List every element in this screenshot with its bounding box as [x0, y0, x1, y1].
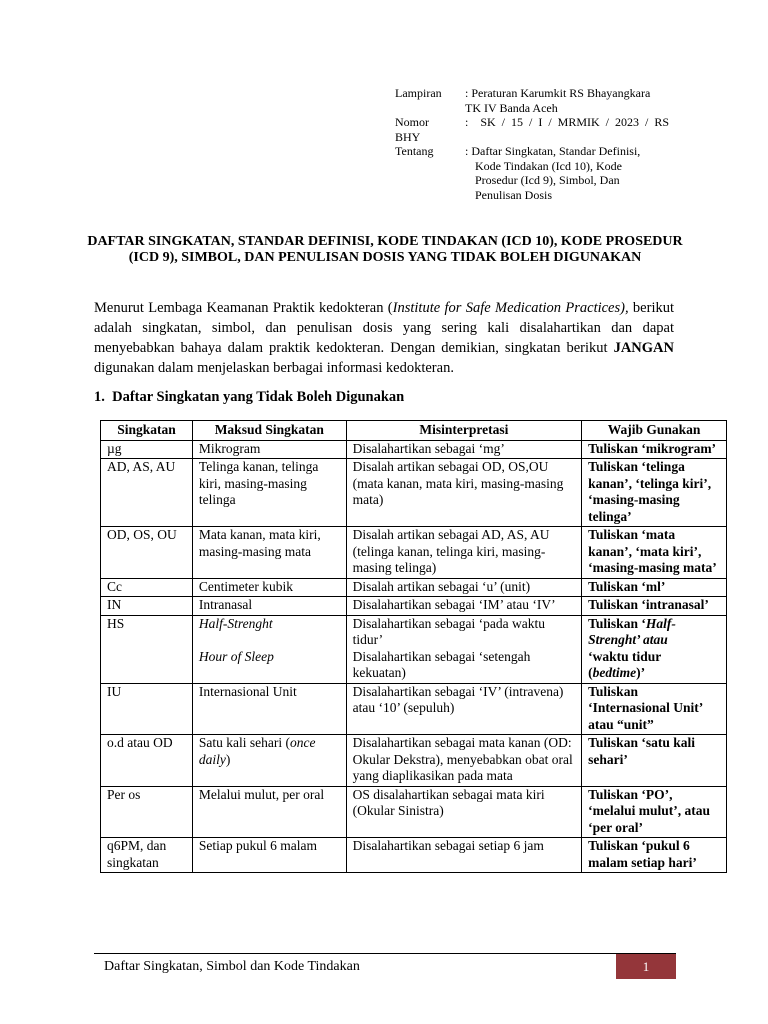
cell-singkatan: µg — [101, 440, 193, 459]
maksud-half-strength: Half-Strenght — [198, 615, 273, 631]
table-row — [101, 440, 727, 459]
document-title: DAFTAR SINGKATAN, STANDAR DEFINISI, KODE TINDAKAN (ICD 10), KODE PROSEDUR (ICD 9), SIMBOL, DAN PENULISAN DOSIS YANG TIDAK BOLEH DIGUNAKAN — [87, 234, 683, 265]
cell-wajib: Tuliskan ‘mata kanan’, ‘mata kiri’, ‘masing-masing mata’ — [582, 527, 727, 579]
maksud-part: ) — [225, 751, 231, 767]
cell-maksud — [192, 615, 346, 683]
mis-line-2: Disalahartikan sebagai ‘setengah kekuatan) — [352, 648, 531, 680]
cell-maksud: Melalui mulut, per oral — [192, 786, 346, 838]
wajib-italic: Half-Strenght’ atau — [588, 615, 676, 647]
cell-wajib: Tuliskan ‘Internasional Unit’ atau “unit” — [582, 683, 727, 735]
cell-maksud: Telinga kanan, telinga kiri, masing-masing telinga — [192, 459, 346, 527]
wajib-part: )’ — [636, 665, 646, 680]
cell-misinterpretasi: Disalah artikan sebagai ‘u’ (unit) — [346, 578, 582, 597]
table-row — [101, 527, 727, 579]
table-row — [101, 578, 727, 597]
table-row — [101, 459, 727, 527]
cell-singkatan: o.d atau OD — [101, 735, 193, 787]
cell-wajib: Tuliskan ‘PO’, ‘melalui mulut’, atau ‘per oral’ — [582, 786, 727, 838]
maksud-italic: once daily — [198, 735, 316, 767]
cell-maksud — [192, 735, 346, 787]
cell-misinterpretasi — [346, 615, 582, 683]
wajib-part: Tuliskan ‘ — [588, 615, 646, 631]
table-row — [101, 786, 727, 838]
cell-wajib: Tuliskan ‘mikrogram’ — [582, 440, 727, 459]
section-title: 1. Daftar Singkatan yang Tidak Boleh Digunakan — [94, 389, 405, 405]
header-singkatan: Singkatan — [101, 421, 193, 441]
intro-text-3: digunakan dalam menjelaskan berbagai informasi kedokteran. — [94, 360, 454, 376]
cell-misinterpretasi: Disalahartikan sebagai ‘IV’ (intravena) atau ‘10’ (sepuluh) — [346, 683, 582, 735]
cell-misinterpretasi: Disalahartikan sebagai setiap 6 jam — [346, 838, 582, 873]
page-number: 1 — [642, 958, 650, 974]
footer-text: Daftar Singkatan, Simbol dan Kode Tindakan — [104, 959, 360, 974]
cell-misinterpretasi: Disalahartikan sebagai ‘IM’ atau ‘IV’ — [346, 597, 582, 616]
cell-singkatan: HS — [101, 615, 193, 683]
table-row — [101, 735, 727, 787]
lampiran-continuation: TK IV Banda Aceh — [465, 100, 558, 115]
cell-singkatan: OD, OS, OU — [101, 527, 193, 579]
lampiran-label: Lampiran — [395, 86, 442, 100]
table-row — [101, 838, 727, 873]
abbreviation-table — [100, 420, 727, 873]
cell-wajib: Tuliskan ‘telinga kanan’, ‘telinga kiri’, ‘masing-masing telinga’ — [582, 459, 727, 527]
cell-wajib: Tuliskan ‘intranasal’ — [582, 597, 727, 616]
cell-singkatan: q6PM, dan singkatan — [101, 838, 193, 873]
footer-divider — [94, 953, 676, 954]
wajib-part: ‘waktu tidur ( — [588, 648, 662, 680]
header-nomor-row — [395, 115, 680, 130]
cell-misinterpretasi: Disalah artikan sebagai AD, AS, AU (telinga kanan, telinga kiri, masing-masing telinga) — [346, 527, 582, 579]
cell-wajib: Tuliskan ‘ml’ — [582, 578, 727, 597]
intro-bold: JANGAN — [613, 340, 674, 356]
header-tentang-row — [395, 144, 680, 159]
cell-misinterpretasi: Disalahartikan sebagai mata kanan (OD: Okular Dekstra), menyebabkan obat oral yang diaplikasikan pada mata — [346, 735, 582, 787]
cell-wajib: Tuliskan ‘pukul 6 malam setiap hari’ — [582, 838, 727, 873]
cell-singkatan: Cc — [101, 578, 193, 597]
header-maksud: Maksud Singkatan — [192, 421, 346, 441]
intro-text-1: Menurut Lembaga Keamanan Praktik kedokteran ( — [94, 300, 393, 316]
table-header-row — [101, 421, 727, 441]
intro-paragraph — [94, 298, 674, 378]
intro-text-2: berikut adalah singkatan, simbol, dan penulisan dosis yang sering kali disalahartikan dan dapat menyebabkan bahaya dalam praktik kedokteran. Dengan demikian, singkatan berikut — [94, 300, 675, 356]
cell-misinterpretasi: Disalahartikan sebagai ‘mg’ — [346, 440, 582, 459]
header-misinterpretasi: Misinterpretasi — [346, 421, 582, 441]
lampiran-value: : Peraturan Karumkit RS Bhayangkara — [465, 86, 651, 100]
cell-wajib — [582, 615, 727, 683]
nomor-continuation: BHY — [395, 129, 421, 144]
cell-singkatan: AD, AS, AU — [101, 459, 193, 527]
document-header — [395, 86, 680, 202]
nomor-label: Nomor — [395, 115, 429, 129]
tentang-continuation-1: Kode Tindakan (Icd 10), Kode — [475, 158, 622, 173]
cell-singkatan: IN — [101, 597, 193, 616]
wajib-italic: bedtime — [592, 665, 637, 680]
tentang-continuation-3: Penulisan Dosis — [475, 187, 553, 202]
mis-line-1: Disalahartikan sebagai ‘pada waktu tidur’ — [352, 615, 545, 647]
cell-maksud: Mata kanan, mata kiri, masing-masing mata — [192, 527, 346, 579]
maksud-hour-of-sleep: Hour of Sleep — [198, 649, 274, 664]
cell-singkatan: Per os — [101, 786, 193, 838]
cell-singkatan: IU — [101, 683, 193, 735]
table-row — [101, 615, 727, 683]
cell-wajib: Tuliskan ‘satu kali sehari’ — [582, 735, 727, 787]
tentang-continuation-2: Prosedur (Icd 9), Simbol, Dan — [475, 173, 620, 187]
cell-maksud: Mikrogram — [192, 440, 346, 459]
table-row — [101, 683, 727, 735]
cell-misinterpretasi: Disalah artikan sebagai OD, OS,OU (mata kanan, mata kiri, masing-masing mata) — [346, 459, 582, 527]
table-row — [101, 597, 727, 616]
cell-maksud: Setiap pukul 6 malam — [192, 838, 346, 873]
nomor-value: : SK / 15 / I / MRMIK / 2023 / RS — [465, 115, 670, 129]
tentang-label: Tentang — [395, 144, 434, 158]
cell-maksud: Centimeter kubik — [192, 578, 346, 597]
cell-maksud: Internasional Unit — [192, 683, 346, 735]
cell-misinterpretasi: OS disalahartikan sebagai mata kiri (Okular Sinistra) — [346, 786, 582, 838]
intro-italic: Institute for Safe Medication Practices), — [392, 300, 629, 316]
cell-maksud: Intranasal — [192, 597, 346, 616]
header-lampiran-row — [395, 86, 680, 101]
maksud-part: Satu kali sehari ( — [198, 735, 291, 750]
header-wajib: Wajib Gunakan — [582, 421, 727, 441]
page-number-badge — [616, 954, 676, 979]
tentang-value: : Daftar Singkatan, Standar Definisi, — [465, 144, 641, 158]
